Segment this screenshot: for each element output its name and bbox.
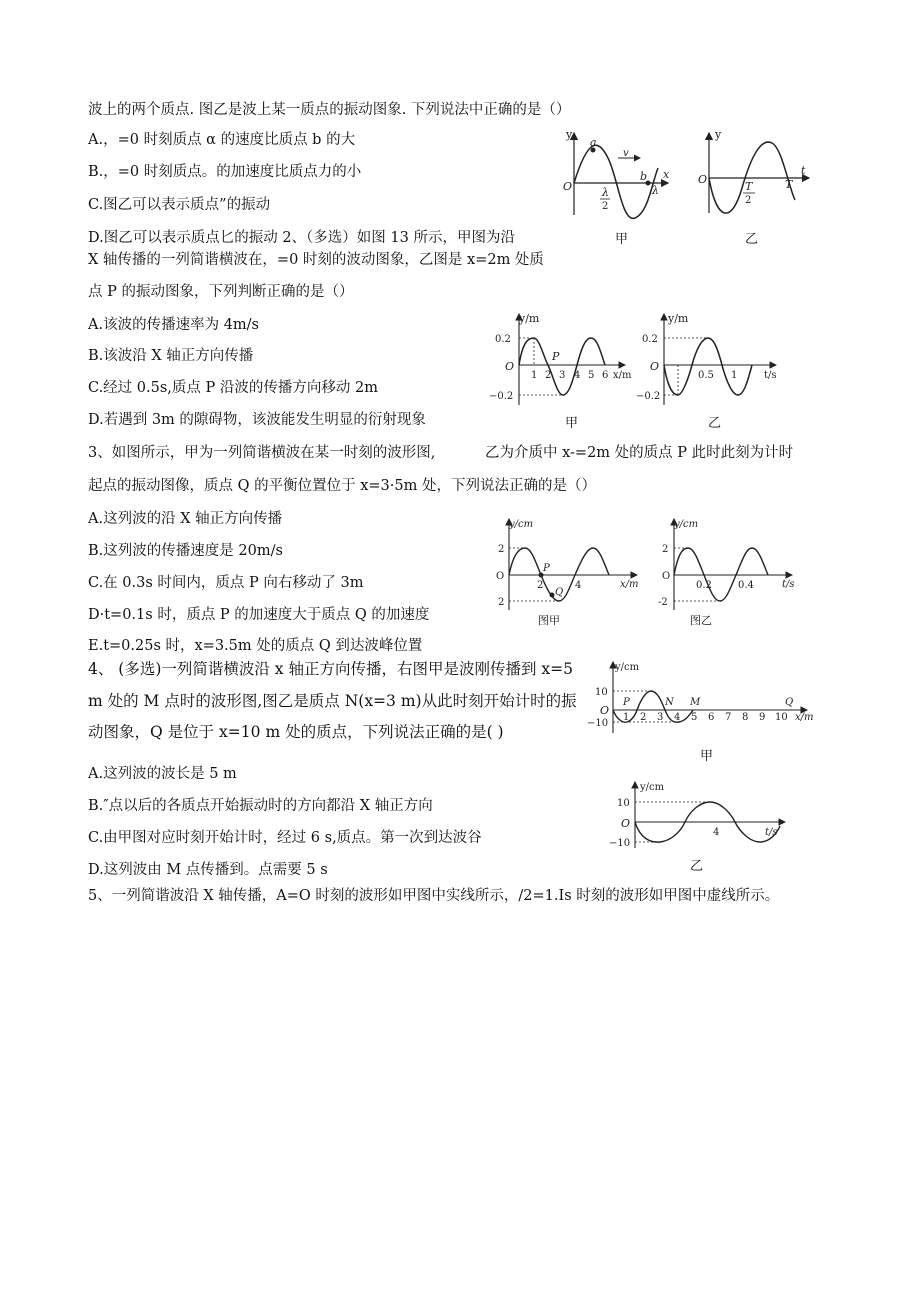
x-axis-label: x/m [613,370,632,381]
x-axis-label: t/s [782,579,795,590]
point-m-label: M [690,697,701,708]
y-axis-label: y/cm [674,519,699,530]
tick-label: 2 [537,580,544,591]
point-q-label: Q [785,697,794,708]
option-b: B.″点以后的各质点开始振动时的方向都沿 X 轴正方向 [88,798,433,814]
tick-label: 0.4 [738,580,754,591]
option-a: A.，=0 时刻质点 α 的速度比质点 b 的大 [88,132,356,148]
tick-label: 0.2 [696,580,712,591]
tick-label: 1 [731,370,738,381]
tick-label: T [785,178,793,191]
tick-label: T [745,180,753,193]
figure-2-jia [485,310,635,410]
origin-label: O [621,817,631,830]
text-line: 动图象，Q 是位于 x=10 m 处的质点，下列说法正确的是( ) [88,723,504,741]
figure-3-yi [652,515,802,615]
y-max-label: 10 [617,798,630,809]
figure-3-jia [495,515,645,615]
y-min-label: -2 [658,597,668,608]
y-axis-label: y/m [519,312,540,325]
option-c: C.由甲图对应时刻开始计时，经过 6 s,质点。第一次到达波谷 [88,830,482,846]
y-max-label: 2 [498,544,505,555]
tick-label: 5 [691,712,698,723]
tick-label: 2 [745,195,752,206]
option-c: C.经过 0.5s,质点 P 沿波的传播方向移动 2m [88,380,378,396]
tick-label: 9 [759,712,766,723]
text-line: X 轴传播的一列简谐横波在，=0 时刻的波动图象，乙图是 x=2m 处质 [88,252,544,268]
option-c: C.图乙可以表示质点”的振动 [88,197,271,213]
tick-label: 4 [574,370,581,381]
origin-label: O [505,360,515,373]
y-min-label: 2 [498,597,505,608]
figure-caption: 乙 [690,859,704,874]
y-min-label: −10 [609,838,631,849]
y-max-label: 0.2 [495,334,511,345]
tick-label: 4 [674,712,681,723]
tick-label: 8 [742,712,749,723]
y-max-label: 0.2 [642,334,658,345]
option-c: C.在 0.3s 时间内，质点 P 向右移动了 3m [88,575,364,591]
option-d: D·t=0.1s 时，质点 P 的加速度大于质点 Q 的加速度 [88,607,430,623]
tick-label: 6 [708,712,715,723]
point-n-label: N [665,697,674,708]
origin-label: O [563,180,573,193]
option-d: D.若遇到 3m 的隙碍物，该波能发生明显的衍射现象 [88,412,426,428]
point-a-label: a [590,136,597,149]
y-min-label: −0.2 [489,391,514,402]
origin-label: O [600,704,610,717]
tick-label: 4 [713,827,720,838]
tick-label: 0.5 [698,370,714,381]
tick-label: 5 [588,370,595,381]
figure-4-yi [605,778,795,853]
option-a: A.该波的传播速率为 4m/s [88,317,259,333]
figure-caption: 甲 [700,749,714,764]
figure-caption: 甲 [565,416,579,431]
tick-label: λ [652,184,659,197]
question-4: 4、 (多选)一列简谐横波沿 x 轴正方向传播，右图甲是波刚传播到 x=5 [88,660,573,678]
point-b-label: b [640,170,648,183]
text-line: 点 P 的振动图象，下列判断正确的是（） [88,284,354,300]
y-axis-label: y/cm [509,519,534,530]
y-min-label: −0.2 [636,391,661,402]
figure-caption: 乙 [708,416,722,431]
point-q-label: Q [555,587,564,598]
text-line: 波上的两个质点. 图乙是波上某一质点的振动图象. 下列说法中正确的是（） [88,102,571,118]
option-b: B.该波沿 X 轴正方向传播 [88,348,254,364]
figure-4-jia [585,658,820,743]
tick-label: 7 [725,712,732,723]
velocity-label: v [623,148,629,159]
figure-caption: 图乙 [690,614,712,627]
figure-caption: 甲 [615,232,629,247]
x-axis-label: x/m [620,579,639,590]
y-axis-label: y/cm [640,782,665,793]
figure-2-yi [636,310,786,410]
point-p-label: P [552,350,560,363]
figure-caption: 图甲 [538,614,560,627]
figure-caption: 乙 [745,232,759,247]
x-axis-label: x/m [795,712,814,723]
text-line: m 处的 M 点时的波形图,图乙是质点 N(x=3 m)从此时刻开始计时的振 [88,692,577,710]
tick-label: 2 [602,201,609,212]
tick-label: 1 [623,712,630,723]
text-line: 起点的振动图像，质点 Q 的平衡位置位于 x=3·5m 处，下列说法正确的是（） [88,478,596,494]
y-axis-label: y [715,128,722,141]
option-e: E.t=0.25s 时，x=3.5m 处的质点 Q 到达波峰位置 [88,638,423,654]
question-5: 5、一列简谐波沿 X 轴传播，A=O 时刻的波形如甲图中实线所示，/2=1.Is 时刻的波形如甲图中虚线所示。 [88,888,780,904]
y-axis-label: y/m [668,312,689,325]
point-p-label: P [543,563,550,574]
y-axis-label: y [566,128,573,141]
option-b: B.，=0 时刻质点。的加速度比质点力的小 [88,164,362,180]
origin-label: O [698,173,708,186]
option-d: D.图乙可以表示质点匕的振动 2、（多选）如图 13 所示，甲图为沿 [88,230,515,246]
y-max-label: 2 [662,544,669,555]
x-axis-label: t/s [765,827,778,838]
t-axis-label: t [801,164,806,177]
tick-label: 1 [531,370,538,381]
x-axis-label: x [663,168,670,181]
tick-label: λ [602,186,609,199]
question-3: 3、如图所示，甲为一列简谐横波在某一时刻的波形图, [88,445,436,461]
y-axis-label: y/cm [615,662,640,673]
option-d: D.这列波由 M 点传播到。点需要 5 s [88,862,328,878]
tick-label: 3 [657,712,664,723]
origin-label: O [496,571,505,582]
option-a: A.这列波的沿 X 轴正方向传播 [88,511,283,527]
option-a: A.这列波的波长是 5 m [88,766,237,782]
tick-label: 2 [640,712,647,723]
x-axis-label: t/s [764,370,777,381]
tick-label: 3 [559,370,566,381]
tick-label: 6 [602,370,609,381]
text-line: 乙为介质中 x-=2m 处的质点 P 此时此刻为计时 [485,445,794,461]
tick-label: 4 [575,580,582,591]
y-min-label: −10 [587,718,609,729]
figure-1-yi [697,128,817,228]
point-p-label: P [623,697,630,708]
origin-label: O [650,360,660,373]
tick-label: 2 [545,370,552,381]
option-b: B.这列波的传播速度是 20m∕s [88,543,283,559]
tick-label: 10 [775,712,788,723]
figure-1-jia [560,128,680,243]
origin-label: O [662,571,671,582]
y-max-label: 10 [595,687,608,698]
